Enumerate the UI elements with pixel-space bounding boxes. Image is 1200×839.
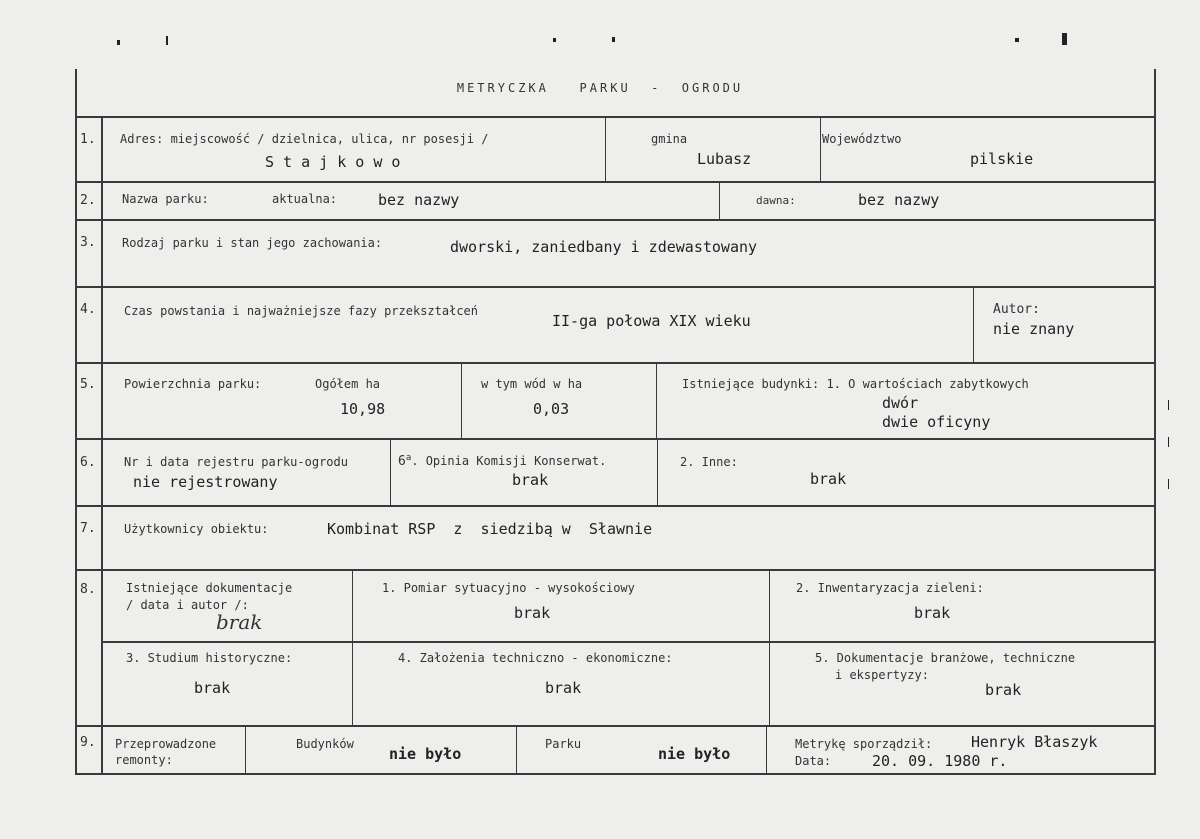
budynek-dwor: dwór bbox=[882, 394, 919, 412]
row-number-8: 8. bbox=[80, 582, 96, 597]
gmina-value: Lubasz bbox=[697, 150, 752, 168]
metryke-sporzadzil-value: Henryk Błaszyk bbox=[971, 733, 1098, 751]
wod-label: w tym wód w ha bbox=[481, 377, 583, 391]
inne-value: brak bbox=[810, 470, 847, 488]
dawna-value: bez nazwy bbox=[858, 191, 940, 209]
form-title: METRYCZKA PARKU - OGRODU bbox=[456, 81, 744, 95]
uzytkownicy-value: Kombinat RSP z siedzibą w Sławnie bbox=[327, 520, 653, 538]
scan-speck bbox=[1168, 437, 1169, 447]
aktualna-value: bez nazwy bbox=[378, 191, 460, 209]
wojewodztwo-label: Województwo bbox=[822, 132, 902, 146]
rodzaj-parku-label: Rodzaj parku i stan jego zachowania: bbox=[122, 236, 383, 250]
row-number-7: 7. bbox=[80, 521, 96, 536]
inne-label: 2. Inne: bbox=[680, 455, 738, 469]
opinia-value: brak bbox=[512, 471, 549, 489]
uzytkownicy-label: Użytkownicy obiektu: bbox=[124, 522, 269, 536]
scan-speck bbox=[553, 38, 556, 42]
opinia-number: 6 bbox=[398, 454, 406, 469]
studium-label: 3. Studium historyczne: bbox=[126, 651, 293, 665]
dokumentacje-value-handwritten: brak bbox=[216, 610, 263, 634]
autor-label: Autor: bbox=[993, 302, 1040, 317]
budynek-oficyny: dwie oficyny bbox=[882, 413, 991, 431]
remonty-label-2: remonty: bbox=[115, 753, 173, 767]
dokumentacje-branzowe-label-2: i ekspertyzy: bbox=[835, 668, 929, 682]
dokumentacje-branzowe-value: brak bbox=[985, 681, 1022, 699]
row-number-4: 4. bbox=[80, 302, 96, 317]
ogolem-label: Ogółem ha bbox=[315, 377, 381, 391]
miejscowosc-value: S t a j k o w o bbox=[265, 153, 401, 171]
scan-speck bbox=[1168, 479, 1169, 489]
dokumentacje-branzowe-label-1: 5. Dokumentacje branżowe, techniczne bbox=[815, 651, 1076, 665]
scan-speck bbox=[117, 40, 120, 45]
zalozenia-value: brak bbox=[545, 679, 582, 697]
czas-powstania-value: II-ga połowa XIX wieku bbox=[552, 312, 751, 330]
data-label: Data: bbox=[795, 754, 832, 768]
adres-label: Adres: miejscowość / dzielnica, ulica, nr posesji / bbox=[120, 132, 489, 146]
data-value: 20. 09. 1980 r. bbox=[872, 752, 1008, 770]
opinia-superscript: a bbox=[405, 453, 412, 463]
row-number-5: 5. bbox=[80, 377, 96, 392]
dawna-label: dawna: bbox=[756, 194, 796, 207]
pomiar-label: 1. Pomiar sytuacyjno - wysokościowy bbox=[382, 581, 635, 595]
wod-value: 0,03 bbox=[533, 400, 570, 418]
opinia-text: . Opinia Komisji Konserwat. bbox=[411, 454, 607, 468]
scan-speck bbox=[612, 37, 615, 42]
powierzchnia-label: Powierzchnia parku: bbox=[124, 377, 262, 391]
parku-label: Parku bbox=[545, 737, 582, 751]
budynkow-label: Budynków bbox=[296, 737, 354, 751]
ogolem-value: 10,98 bbox=[340, 400, 386, 418]
metryke-sporzadzil-label: Metrykę sporządził: bbox=[795, 737, 933, 751]
gmina-label: gmina bbox=[651, 132, 688, 146]
budynkow-value: nie było bbox=[389, 745, 462, 763]
row-number-2: 2. bbox=[80, 193, 96, 208]
row-number-6: 6. bbox=[80, 455, 96, 470]
rodzaj-parku-value: dworski, zaniedbany i zdewastowany bbox=[450, 238, 758, 256]
wojewodztwo-value: pilskie bbox=[970, 150, 1034, 168]
row-number-3: 3. bbox=[80, 235, 96, 250]
parku-value: nie było bbox=[658, 745, 731, 763]
aktualna-label: aktualna: bbox=[272, 192, 338, 206]
scan-speck bbox=[1015, 38, 1019, 42]
autor-value: nie znany bbox=[993, 320, 1075, 338]
nazwa-parku-label: Nazwa parku: bbox=[122, 192, 209, 206]
pomiar-value: brak bbox=[514, 604, 551, 622]
budynki-label: Istniejące budynki: 1. O wartościach zabytkowych bbox=[682, 377, 1029, 391]
zalozenia-label: 4. Założenia techniczno - ekonomiczne: bbox=[398, 651, 673, 665]
czas-powstania-label: Czas powstania i najważniejsze fazy przekształceń bbox=[124, 304, 479, 318]
inwentaryzacja-label: 2. Inwentaryzacja zieleni: bbox=[796, 581, 984, 595]
rejestr-value: nie rejestrowany bbox=[133, 473, 278, 491]
studium-value: brak bbox=[194, 679, 231, 697]
dokumentacje-label-1: Istniejące dokumentacje bbox=[126, 581, 293, 595]
inwentaryzacja-value: brak bbox=[914, 604, 951, 622]
remonty-label-1: Przeprowadzone bbox=[115, 737, 217, 751]
scan-speck bbox=[1062, 33, 1067, 45]
opinia-label bbox=[398, 453, 606, 469]
row-number-9: 9. bbox=[80, 735, 96, 750]
scan-speck bbox=[166, 36, 168, 45]
row-number-1: 1. bbox=[80, 132, 96, 147]
dokumentacje-label-2: / data i autor /: bbox=[126, 598, 249, 612]
scan-speck bbox=[1168, 400, 1169, 410]
rejestr-label: Nr i data rejestru parku-ogrodu bbox=[124, 455, 348, 469]
